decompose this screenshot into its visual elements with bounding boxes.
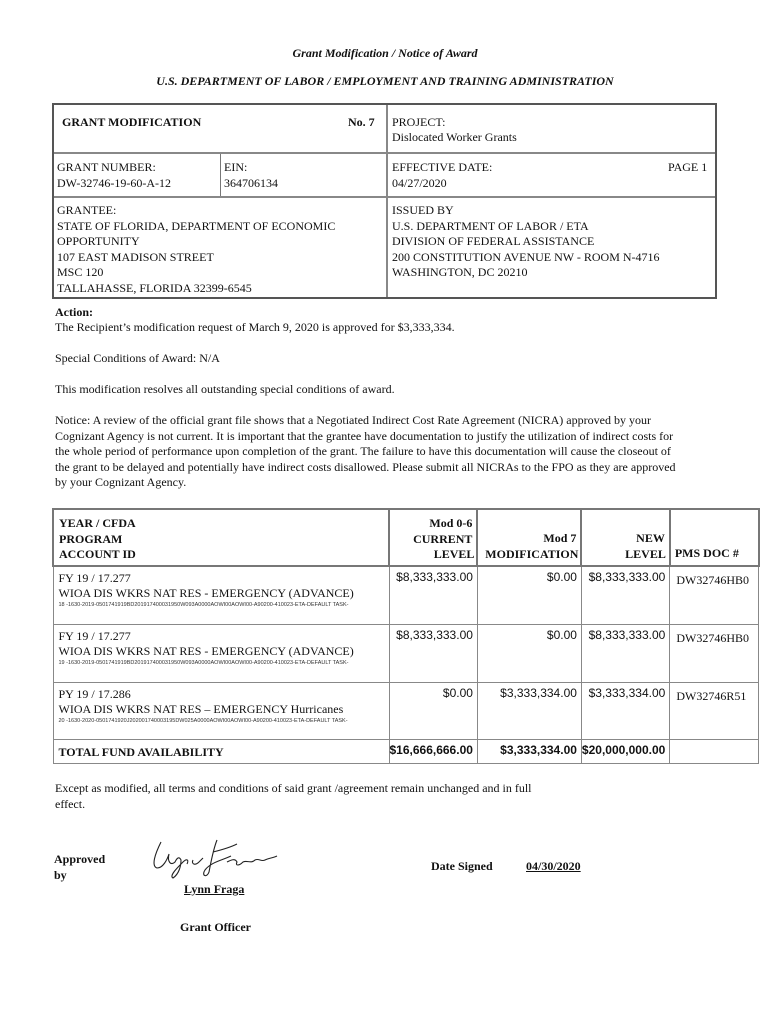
- except-line: Except as modified, all terms and conditions of said grant /agreement remain unchanged and in full: [55, 781, 532, 795]
- department-heading: U.S. DEPARTMENT OF LABOR / EMPLOYMENT AND TRAINING ADMINISTRATION: [156, 74, 614, 88]
- effective-date-label: EFFECTIVE DATE:: [392, 160, 493, 174]
- row-year-cfda: PY 19 / 17.286: [58, 686, 131, 701]
- issuer-line: U.S. DEPARTMENT OF LABOR / ETA: [392, 218, 589, 233]
- fund-table: [52, 508, 760, 764]
- grant-modification-label: GRANT MODIFICATION: [62, 115, 202, 129]
- header-current-line: CURRENT: [413, 531, 473, 546]
- row-account-id: 18 -1630-2019-0501741919BD201917400031950W093A0000AOWI00AOWI00-A90200-410023-ETA-DEFAULT TASK-: [58, 602, 349, 608]
- except-line: effect.: [55, 796, 86, 811]
- by-label: by: [54, 868, 67, 882]
- row-pms-doc: DW32746HB0: [670, 566, 759, 624]
- ein-value: 364706134: [224, 176, 278, 190]
- notice-paragraph: [55, 413, 715, 491]
- grant-number-value: DW-32746-19-60-A-12: [57, 176, 171, 190]
- document-title: Grant Modification / Notice of Award: [292, 46, 478, 60]
- table-row: [53, 566, 759, 624]
- row-program-cell: [53, 566, 389, 624]
- header-program-line: YEAR / CFDA: [59, 516, 136, 530]
- signature-image: [143, 832, 283, 882]
- action-text: The Recipient’s modification request of March 9, 2020 is approved for $3,333,334.: [55, 320, 455, 334]
- notice-line: Notice: A review of the official grant file shows that a Negotiated Indirect Cost Rate Agreement (NICRA) approved by your: [55, 413, 651, 427]
- total-label: TOTAL FUND AVAILABILITY: [53, 739, 389, 763]
- row-pms-doc: DW32746HB0: [670, 624, 759, 682]
- total-modification: $3,333,334.00: [477, 739, 581, 763]
- approved-label: Approved: [54, 852, 106, 866]
- row-modification: $3,333,334.00: [477, 682, 581, 739]
- special-conditions: Special Conditions of Award: N/A: [55, 351, 220, 365]
- row-new-level: $8,333,333.00: [581, 624, 669, 682]
- row-program-cell: [53, 682, 389, 739]
- approved-by-label: [54, 851, 105, 883]
- row-modification: $0.00: [477, 566, 581, 624]
- table-total-row: [53, 739, 759, 763]
- grant-info-box: [52, 103, 717, 299]
- header-program-line: PROGRAM: [59, 531, 123, 546]
- mod-number: No. 7: [348, 115, 375, 129]
- box-ein-divider: [220, 153, 221, 197]
- grantee-line: TALLAHASSE, FLORIDA 32399-6545: [57, 280, 252, 295]
- row-modification: $0.00: [477, 624, 581, 682]
- header-program-line: ACCOUNT ID: [59, 547, 136, 561]
- row-program: WIOA DIS WKRS NAT RES – EMERGENCY Hurricanes: [58, 701, 344, 716]
- page-number: PAGE 1: [668, 160, 708, 174]
- row-current-level: $0.00: [389, 682, 477, 739]
- row-program-cell: [53, 624, 389, 682]
- total-current-level: $16,666,666.00: [389, 739, 477, 763]
- header-program: [53, 509, 389, 566]
- header-current-line: LEVEL: [433, 547, 475, 561]
- header-current-line: Mod 0-6: [429, 516, 473, 530]
- issuer-line: DIVISION OF FEDERAL ASSISTANCE: [392, 234, 595, 248]
- officer-title: Grant Officer: [180, 920, 251, 934]
- header-modification: [477, 509, 581, 566]
- header-pms-doc: [670, 509, 759, 566]
- grantee-line: GRANTEE:: [57, 203, 117, 217]
- issuer-block: [392, 203, 660, 281]
- row-program: WIOA DIS WKRS NAT RES - EMERGENCY (ADVANCE): [58, 586, 354, 600]
- notice-line: the whole period of performance upon completion of the grant. The failure to have this documentation will cause the closeout of: [55, 444, 671, 458]
- row-current-level: $8,333,333.00: [389, 624, 477, 682]
- header-pms-line: PMS DOC #: [674, 546, 739, 560]
- date-signed-label: Date Signed: [431, 859, 493, 873]
- row-account-id: 20 -1630-2020-0501741920J202001740003195DW025A0000AOWI00AOWI00-A90200-410023-ETA-DEFAULT TASK-: [58, 717, 348, 724]
- officer-name: Lynn Fraga: [184, 882, 245, 896]
- action-label: Action:: [55, 305, 93, 319]
- header-mod-line: Mod 7: [543, 531, 577, 545]
- box-row-divider-2: [54, 196, 715, 198]
- grantee-line: OPPORTUNITY: [57, 234, 140, 248]
- issuer-line: WASHINGTON, DC 20210: [392, 265, 528, 279]
- header-current: [389, 509, 477, 566]
- total-new-level: $20,000,000.00: [581, 739, 669, 763]
- total-pms-doc: [670, 739, 759, 763]
- row-new-level: $8,333,333.00: [581, 566, 669, 624]
- issuer-line: 200 CONSTITUTION AVENUE NW - ROOM N-4716: [392, 249, 660, 264]
- box-row-divider-1: [54, 152, 715, 154]
- row-pms-doc: DW32746R51: [670, 682, 759, 739]
- header-new-line: NEW: [636, 531, 665, 545]
- row-program: WIOA DIS WKRS NAT RES - EMERGENCY (ADVANCE): [58, 643, 354, 658]
- effective-date-value: 04/27/2020: [392, 176, 447, 190]
- fund-table-header-row: [53, 509, 759, 566]
- header-new-level: [581, 509, 669, 566]
- project-value: Dislocated Worker Grants: [392, 130, 517, 144]
- notice-line: the grant to be delayed and potentially have indirect costs disallowed. Please submit all NICRAs to the FPO as they are approved: [55, 459, 676, 474]
- header-mod-line: MODIFICATION: [485, 546, 579, 561]
- notice-line: Cognizant Agency is not current. It is important that the grantee have documentation to justify the utilization of indirect costs for: [55, 428, 674, 443]
- table-row: [53, 682, 759, 739]
- box-vertical-divider: [386, 105, 388, 297]
- grantee-block: [57, 203, 335, 296]
- resolves-text: This modification resolves all outstanding special conditions of award.: [55, 382, 395, 396]
- grantee-line: STATE OF FLORIDA, DEPARTMENT OF ECONOMIC: [57, 218, 336, 233]
- table-row: [53, 624, 759, 682]
- row-account-id: 19 -1630-2019-0501741919BD201917400031950W093A0000AOWI00AOWI00-A90200-410023-ETA-DEFAULT TASK-: [58, 659, 349, 666]
- row-new-level: $3,333,334.00: [581, 682, 669, 739]
- row-current-level: $8,333,333.00: [389, 566, 477, 624]
- row-year-cfda: FY 19 / 17.277: [58, 571, 131, 585]
- header-new-line: LEVEL: [625, 546, 666, 561]
- issuer-line: ISSUED BY: [392, 203, 454, 217]
- except-paragraph: [55, 781, 575, 812]
- date-signed-value: 04/30/2020: [526, 859, 581, 873]
- grant-number-label: GRANT NUMBER:: [57, 160, 156, 174]
- grantee-line: 107 EAST MADISON STREET: [57, 249, 214, 264]
- grantee-line: MSC 120: [57, 265, 104, 279]
- row-year-cfda: FY 19 / 17.277: [58, 628, 131, 643]
- project-label: PROJECT:: [392, 115, 446, 129]
- ein-label: EIN:: [224, 160, 248, 174]
- notice-line: by your Cognizant Agency.: [55, 475, 187, 489]
